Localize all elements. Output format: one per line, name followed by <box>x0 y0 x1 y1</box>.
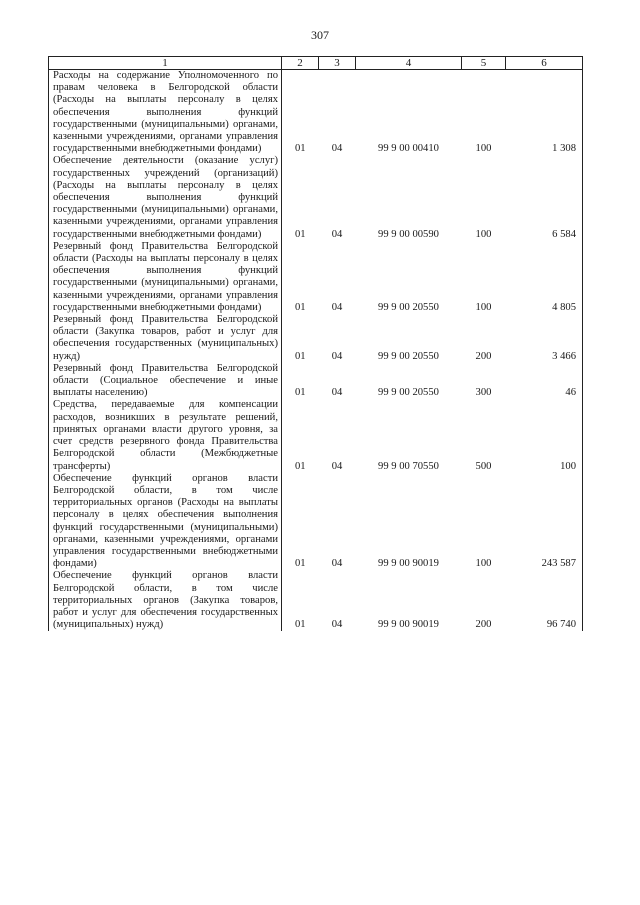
table-row <box>49 399 583 472</box>
section-code: 01 <box>294 143 306 155</box>
section-code: 01 <box>294 350 306 362</box>
amount: 6 584 <box>506 155 583 240</box>
table-row <box>49 241 583 314</box>
subsection-code: 04 <box>331 143 343 155</box>
target-article-code: 99 9 00 00590 <box>378 228 439 240</box>
expense-type-code: 300 <box>475 387 492 399</box>
section-code: 01 <box>294 558 306 570</box>
target-article-code: 99 9 00 20550 <box>378 350 439 362</box>
target-article-code: 99 9 00 00410 <box>378 143 439 155</box>
subsection-code: 04 <box>331 228 343 240</box>
expense-type-code: 500 <box>475 460 492 472</box>
section-code: 01 <box>294 619 306 631</box>
subsection-code: 04 <box>331 350 343 362</box>
target-article-code: 99 9 00 70550 <box>378 460 439 472</box>
amount: 96 740 <box>506 570 583 631</box>
page-number: 307 <box>311 28 329 42</box>
header-cell: 1 <box>49 57 282 70</box>
amount: 4 805 <box>506 241 583 314</box>
expense-type-code: 100 <box>475 143 492 155</box>
budget-table <box>48 56 583 631</box>
expense-name: Резервный фонд Правительства Белгородской области (Расходы на выплаты персоналу в целях обеспечения выполнения функций государственными (муниципальными) органами, казенными учреждениями, органами управления государственными внебюджетными фондами) <box>49 241 282 314</box>
amount: 3 466 <box>506 314 583 363</box>
section-code: 01 <box>294 387 306 399</box>
expense-type-code: 100 <box>475 228 492 240</box>
expense-name: Резервный фонд Правительства Белгородской области (Закупка товаров, работ и услуг для обеспечения государственных (муниципальных) нужд) <box>49 314 282 363</box>
table-row <box>49 70 583 156</box>
expense-name: Средства, передаваемые для компенсации расходов, возникших в результате решений, принятых органами власти другого уровня, за счет средств резервного фонда Правительства Белгородской области (Межбюджетные трансферты) <box>49 399 282 472</box>
target-article-code: 99 9 00 20550 <box>378 387 439 399</box>
header-cell: 6 <box>506 57 583 70</box>
subsection-code: 04 <box>331 387 343 399</box>
expense-type-code: 200 <box>475 619 492 631</box>
table-row <box>49 473 583 571</box>
table-header-row <box>49 57 583 70</box>
expense-name: Обеспечение деятельности (оказание услуг) государственных учреждений (организаций) (Расходы на выплаты персоналу в целях обеспечения выполнения функций государственными (муниципальными) органами, казенными учреждениями, органами управления государственными внебюджетными фондами) <box>49 155 282 240</box>
section-code: 01 <box>294 301 306 313</box>
header-cell: 2 <box>282 57 319 70</box>
amount: 1 308 <box>506 70 583 156</box>
header-cell: 3 <box>319 57 356 70</box>
amount: 100 <box>506 399 583 472</box>
amount: 46 <box>506 363 583 400</box>
subsection-code: 04 <box>331 301 343 313</box>
header-cell: 4 <box>356 57 462 70</box>
subsection-code: 04 <box>331 558 343 570</box>
target-article-code: 99 9 00 90019 <box>378 558 439 570</box>
header-cell: 5 <box>462 57 506 70</box>
subsection-code: 04 <box>331 619 343 631</box>
section-code: 01 <box>294 460 306 472</box>
target-article-code: 99 9 00 20550 <box>378 301 439 313</box>
table-row <box>49 570 583 631</box>
table-row <box>49 155 583 240</box>
expense-name: Расходы на содержание Уполномоченного по правам человека в Белгородской области (Расходы на выплаты персоналу в целях обеспечения выполнения функций государственными (муниципальными) органами, казенными учреждениями, органами управления государственными внебюджетными фондами) <box>49 70 282 156</box>
table-row <box>49 314 583 363</box>
expense-name: Обеспечение функций органов власти Белгородской области, в том числе территориальных органов (Закупка товаров, работ и услуг для обеспечения государственных (муниципальных) нужд) <box>49 570 282 631</box>
expense-type-code: 100 <box>475 558 492 570</box>
section-code: 01 <box>294 228 306 240</box>
expense-name: Обеспечение функций органов власти Белгородской области, в том числе территориальных органов (Расходы на выплаты персоналу в целях обеспечения выполнения функций государственными (муниципальными) органами, казенными учреждениями, органами управления государственными внебюджетными фондами) <box>49 473 282 571</box>
expense-type-code: 100 <box>475 301 492 313</box>
expense-name: Резервный фонд Правительства Белгородской области (Социальное обеспечение и иные выплаты населению) <box>49 363 282 400</box>
amount: 243 587 <box>506 473 583 571</box>
table-row <box>49 363 583 400</box>
subsection-code: 04 <box>331 460 343 472</box>
expense-type-code: 200 <box>475 350 492 362</box>
target-article-code: 99 9 00 90019 <box>378 619 439 631</box>
